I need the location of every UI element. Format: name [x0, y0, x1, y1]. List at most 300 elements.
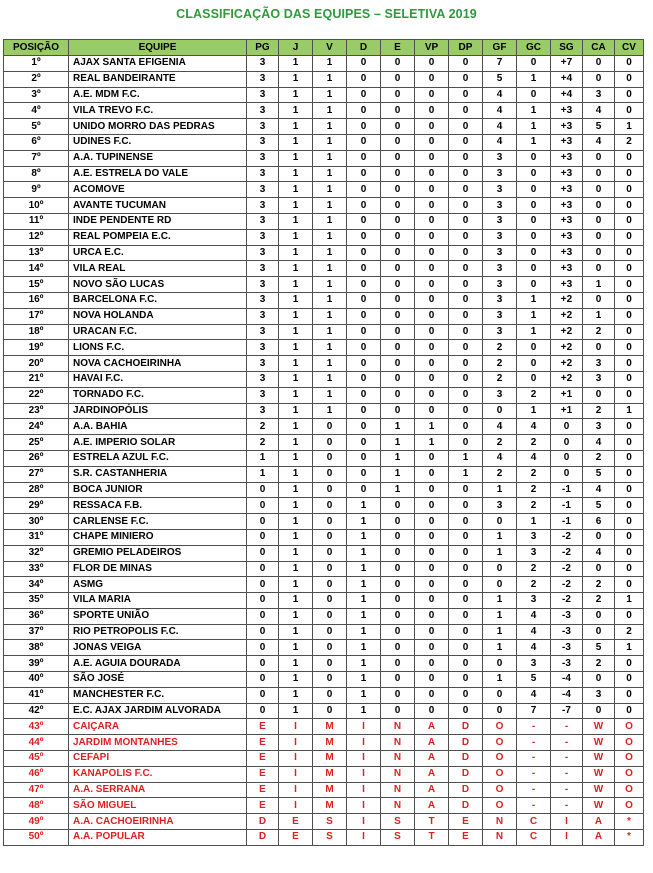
team-name-cell: A.E. AGUIA DOURADA: [69, 656, 247, 672]
ca-cell: 0: [583, 672, 615, 688]
sg-cell: +3: [551, 166, 583, 182]
ca-cell: A: [583, 814, 615, 830]
table-row: [4, 498, 644, 514]
d-cell: 1: [347, 561, 381, 577]
v-cell: 1: [313, 340, 347, 356]
team-name-cell: JARDIM MONTANHES: [69, 735, 247, 751]
vp-cell: 0: [415, 545, 449, 561]
pg-cell: D: [247, 830, 279, 846]
dp-cell: 0: [449, 529, 483, 545]
sg-cell: -: [551, 798, 583, 814]
sg-cell: -4: [551, 687, 583, 703]
sg-cell: -: [551, 751, 583, 767]
table-row: [4, 687, 644, 703]
cv-cell: 0: [615, 545, 644, 561]
gc-cell: 2: [517, 498, 551, 514]
gf-cell: 2: [483, 466, 517, 482]
ca-cell: W: [583, 719, 615, 735]
e-cell: 0: [381, 134, 415, 150]
d-cell: 0: [347, 182, 381, 198]
column-header-ca: CA: [583, 40, 615, 56]
d-cell: 0: [347, 87, 381, 103]
sg-cell: +3: [551, 150, 583, 166]
j-cell: I: [279, 782, 313, 798]
gc-cell: 4: [517, 687, 551, 703]
dp-cell: 0: [449, 340, 483, 356]
gc-cell: 2: [517, 482, 551, 498]
ca-cell: 2: [583, 450, 615, 466]
cv-cell: 0: [615, 340, 644, 356]
team-name-cell: JARDINOPÓLIS: [69, 403, 247, 419]
pg-cell: 3: [247, 119, 279, 135]
team-name-cell: TORNADO F.C.: [69, 387, 247, 403]
gc-cell: 1: [517, 134, 551, 150]
vp-cell: 0: [415, 71, 449, 87]
ca-cell: 2: [583, 577, 615, 593]
team-name-cell: FLOR DE MINAS: [69, 561, 247, 577]
cv-cell: 0: [615, 308, 644, 324]
e-cell: 0: [381, 103, 415, 119]
gf-cell: 0: [483, 403, 517, 419]
j-cell: 1: [279, 687, 313, 703]
ca-cell: 0: [583, 229, 615, 245]
sg-cell: +2: [551, 356, 583, 372]
table-row: [4, 672, 644, 688]
v-cell: 0: [313, 450, 347, 466]
gf-cell: 3: [483, 182, 517, 198]
pg-cell: 3: [247, 56, 279, 72]
j-cell: E: [279, 830, 313, 846]
gf-cell: 2: [483, 340, 517, 356]
j-cell: 1: [279, 245, 313, 261]
dp-cell: 0: [449, 277, 483, 293]
sg-cell: 0: [551, 419, 583, 435]
e-cell: 0: [381, 672, 415, 688]
e-cell: S: [381, 814, 415, 830]
v-cell: 1: [313, 324, 347, 340]
gc-cell: 2: [517, 435, 551, 451]
sg-cell: +4: [551, 87, 583, 103]
v-cell: M: [313, 735, 347, 751]
j-cell: 1: [279, 340, 313, 356]
j-cell: 1: [279, 482, 313, 498]
table-row: [4, 703, 644, 719]
cv-cell: 1: [615, 119, 644, 135]
vp-cell: 0: [415, 593, 449, 609]
pg-cell: 0: [247, 514, 279, 530]
dp-cell: D: [449, 798, 483, 814]
team-name-cell: A.A. CACHOEIRINHA: [69, 814, 247, 830]
v-cell: 1: [313, 229, 347, 245]
j-cell: 1: [279, 640, 313, 656]
e-cell: S: [381, 830, 415, 846]
sg-cell: +3: [551, 277, 583, 293]
ca-cell: 0: [583, 292, 615, 308]
position-cell: 5º: [4, 119, 69, 135]
ca-cell: 0: [583, 166, 615, 182]
d-cell: I: [347, 798, 381, 814]
pg-cell: E: [247, 751, 279, 767]
gf-cell: 3: [483, 387, 517, 403]
pg-cell: E: [247, 766, 279, 782]
v-cell: S: [313, 814, 347, 830]
sg-cell: 0: [551, 466, 583, 482]
ca-cell: W: [583, 766, 615, 782]
j-cell: 1: [279, 56, 313, 72]
j-cell: 1: [279, 419, 313, 435]
vp-cell: 0: [415, 656, 449, 672]
v-cell: 1: [313, 245, 347, 261]
gc-cell: 0: [517, 261, 551, 277]
position-cell: 49º: [4, 814, 69, 830]
gf-cell: 3: [483, 308, 517, 324]
d-cell: 0: [347, 261, 381, 277]
cv-cell: 0: [615, 87, 644, 103]
column-header-posi-o: POSIÇÃO: [4, 40, 69, 56]
e-cell: 0: [381, 292, 415, 308]
pg-cell: 3: [247, 166, 279, 182]
cv-cell: O: [615, 735, 644, 751]
j-cell: 1: [279, 87, 313, 103]
e-cell: 0: [381, 277, 415, 293]
cv-cell: 0: [615, 182, 644, 198]
d-cell: 0: [347, 245, 381, 261]
ca-cell: 0: [583, 198, 615, 214]
e-cell: 0: [381, 182, 415, 198]
position-cell: 41º: [4, 687, 69, 703]
j-cell: 1: [279, 182, 313, 198]
sg-cell: -: [551, 719, 583, 735]
gc-cell: -: [517, 735, 551, 751]
j-cell: 1: [279, 703, 313, 719]
pg-cell: 3: [247, 245, 279, 261]
gf-cell: 3: [483, 150, 517, 166]
ca-cell: 3: [583, 687, 615, 703]
pg-cell: 3: [247, 182, 279, 198]
d-cell: 1: [347, 624, 381, 640]
vp-cell: A: [415, 751, 449, 767]
gc-cell: 7: [517, 703, 551, 719]
position-cell: 44º: [4, 735, 69, 751]
dp-cell: 0: [449, 119, 483, 135]
ca-cell: 4: [583, 103, 615, 119]
e-cell: 0: [381, 593, 415, 609]
j-cell: 1: [279, 292, 313, 308]
gf-cell: 3: [483, 245, 517, 261]
e-cell: 0: [381, 656, 415, 672]
table-row: [4, 466, 644, 482]
j-cell: 1: [279, 324, 313, 340]
sg-cell: +1: [551, 387, 583, 403]
e-cell: 0: [381, 498, 415, 514]
team-name-cell: SÃO JOSÉ: [69, 672, 247, 688]
position-cell: 48º: [4, 798, 69, 814]
v-cell: 0: [313, 577, 347, 593]
dp-cell: 0: [449, 103, 483, 119]
table-row: [4, 419, 644, 435]
pg-cell: E: [247, 782, 279, 798]
d-cell: 0: [347, 419, 381, 435]
j-cell: 1: [279, 593, 313, 609]
cv-cell: 0: [615, 561, 644, 577]
column-header-equipe: EQUIPE: [69, 40, 247, 56]
d-cell: 1: [347, 498, 381, 514]
dp-cell: 1: [449, 466, 483, 482]
gf-cell: 0: [483, 656, 517, 672]
gf-cell: O: [483, 798, 517, 814]
table-row: [4, 450, 644, 466]
v-cell: 0: [313, 561, 347, 577]
table-row: [4, 719, 644, 735]
pg-cell: 1: [247, 450, 279, 466]
d-cell: I: [347, 751, 381, 767]
j-cell: 1: [279, 229, 313, 245]
sg-cell: +3: [551, 213, 583, 229]
dp-cell: 0: [449, 624, 483, 640]
sg-cell: 0: [551, 435, 583, 451]
team-name-cell: A.E. ESTRELA DO VALE: [69, 166, 247, 182]
v-cell: 0: [313, 482, 347, 498]
cv-cell: 0: [615, 229, 644, 245]
j-cell: 1: [279, 277, 313, 293]
ca-cell: 5: [583, 640, 615, 656]
dp-cell: 0: [449, 229, 483, 245]
gc-cell: C: [517, 814, 551, 830]
position-cell: 24º: [4, 419, 69, 435]
table-row: [4, 735, 644, 751]
pg-cell: 0: [247, 624, 279, 640]
v-cell: 0: [313, 419, 347, 435]
pg-cell: 0: [247, 687, 279, 703]
ca-cell: 2: [583, 656, 615, 672]
pg-cell: 0: [247, 656, 279, 672]
team-name-cell: A.A. TUPINENSE: [69, 150, 247, 166]
ca-cell: 0: [583, 182, 615, 198]
d-cell: 0: [347, 134, 381, 150]
position-cell: 12º: [4, 229, 69, 245]
gf-cell: 3: [483, 166, 517, 182]
e-cell: 0: [381, 387, 415, 403]
sg-cell: -2: [551, 577, 583, 593]
dp-cell: 0: [449, 387, 483, 403]
sg-cell: +3: [551, 198, 583, 214]
team-name-cell: RESSACA F.B.: [69, 498, 247, 514]
gf-cell: 0: [483, 687, 517, 703]
sg-cell: -: [551, 766, 583, 782]
team-name-cell: RIO PETROPOLIS F.C.: [69, 624, 247, 640]
column-header-e: E: [381, 40, 415, 56]
d-cell: 1: [347, 545, 381, 561]
vp-cell: 0: [415, 150, 449, 166]
v-cell: 1: [313, 213, 347, 229]
j-cell: 1: [279, 103, 313, 119]
ca-cell: 5: [583, 119, 615, 135]
e-cell: 0: [381, 561, 415, 577]
ca-cell: 0: [583, 71, 615, 87]
j-cell: I: [279, 766, 313, 782]
position-cell: 1º: [4, 56, 69, 72]
position-cell: 31º: [4, 529, 69, 545]
pg-cell: 0: [247, 593, 279, 609]
dp-cell: 0: [449, 577, 483, 593]
position-cell: 43º: [4, 719, 69, 735]
dp-cell: 0: [449, 134, 483, 150]
pg-cell: 0: [247, 545, 279, 561]
dp-cell: 0: [449, 324, 483, 340]
e-cell: 0: [381, 87, 415, 103]
position-cell: 38º: [4, 640, 69, 656]
e-cell: 1: [381, 482, 415, 498]
dp-cell: 0: [449, 672, 483, 688]
e-cell: 0: [381, 703, 415, 719]
j-cell: 1: [279, 356, 313, 372]
ca-cell: A: [583, 830, 615, 846]
sg-cell: +4: [551, 71, 583, 87]
d-cell: 0: [347, 308, 381, 324]
gc-cell: 0: [517, 166, 551, 182]
position-cell: 27º: [4, 466, 69, 482]
cv-cell: 0: [615, 150, 644, 166]
e-cell: 0: [381, 261, 415, 277]
vp-cell: 0: [415, 624, 449, 640]
position-cell: 11º: [4, 213, 69, 229]
cv-cell: *: [615, 830, 644, 846]
cv-cell: O: [615, 719, 644, 735]
ca-cell: 3: [583, 87, 615, 103]
team-name-cell: SÃO MIGUEL: [69, 798, 247, 814]
dp-cell: E: [449, 814, 483, 830]
team-name-cell: AJAX SANTA EFIGENIA: [69, 56, 247, 72]
ca-cell: 4: [583, 545, 615, 561]
team-name-cell: CHAPE MINIERO: [69, 529, 247, 545]
team-name-cell: UDINES F.C.: [69, 134, 247, 150]
dp-cell: D: [449, 782, 483, 798]
column-header-j: J: [279, 40, 313, 56]
j-cell: I: [279, 798, 313, 814]
vp-cell: 0: [415, 166, 449, 182]
table-row: [4, 277, 644, 293]
gf-cell: 7: [483, 56, 517, 72]
table-row: [4, 577, 644, 593]
sg-cell: -: [551, 735, 583, 751]
team-name-cell: CARLENSE F.C.: [69, 514, 247, 530]
vp-cell: 0: [415, 514, 449, 530]
pg-cell: 3: [247, 324, 279, 340]
j-cell: I: [279, 719, 313, 735]
v-cell: 0: [313, 687, 347, 703]
gc-cell: 1: [517, 292, 551, 308]
team-name-cell: A.E. MDM F.C.: [69, 87, 247, 103]
e-cell: N: [381, 798, 415, 814]
j-cell: 1: [279, 561, 313, 577]
vp-cell: A: [415, 798, 449, 814]
table-row: [4, 292, 644, 308]
gf-cell: 0: [483, 561, 517, 577]
pg-cell: 3: [247, 356, 279, 372]
gc-cell: 1: [517, 71, 551, 87]
dp-cell: 0: [449, 419, 483, 435]
ca-cell: 0: [583, 561, 615, 577]
pg-cell: 3: [247, 150, 279, 166]
table-row: [4, 103, 644, 119]
e-cell: 0: [381, 308, 415, 324]
gc-cell: 0: [517, 277, 551, 293]
table-body: [4, 56, 644, 846]
dp-cell: 0: [449, 308, 483, 324]
vp-cell: T: [415, 830, 449, 846]
vp-cell: 0: [415, 292, 449, 308]
e-cell: 0: [381, 608, 415, 624]
column-header-v: V: [313, 40, 347, 56]
d-cell: 0: [347, 403, 381, 419]
sg-cell: 0: [551, 450, 583, 466]
e-cell: 1: [381, 450, 415, 466]
gc-cell: 0: [517, 213, 551, 229]
column-header-sg: SG: [551, 40, 583, 56]
v-cell: 1: [313, 119, 347, 135]
team-name-cell: BOCA JUNIOR: [69, 482, 247, 498]
gf-cell: O: [483, 751, 517, 767]
d-cell: 0: [347, 150, 381, 166]
table-row: [4, 229, 644, 245]
e-cell: N: [381, 766, 415, 782]
table-row: [4, 482, 644, 498]
pg-cell: 3: [247, 229, 279, 245]
table-row: [4, 624, 644, 640]
position-cell: 23º: [4, 403, 69, 419]
dp-cell: 1: [449, 450, 483, 466]
ca-cell: 6: [583, 514, 615, 530]
j-cell: E: [279, 814, 313, 830]
d-cell: 0: [347, 56, 381, 72]
vp-cell: 0: [415, 229, 449, 245]
position-cell: 14º: [4, 261, 69, 277]
vp-cell: 0: [415, 198, 449, 214]
j-cell: 1: [279, 514, 313, 530]
d-cell: 1: [347, 514, 381, 530]
v-cell: 0: [313, 593, 347, 609]
e-cell: 0: [381, 624, 415, 640]
vp-cell: 0: [415, 498, 449, 514]
team-name-cell: URCA E.C.: [69, 245, 247, 261]
e-cell: 0: [381, 119, 415, 135]
cv-cell: 1: [615, 403, 644, 419]
v-cell: M: [313, 751, 347, 767]
gf-cell: 2: [483, 435, 517, 451]
e-cell: 0: [381, 577, 415, 593]
cv-cell: 0: [615, 514, 644, 530]
sg-cell: -1: [551, 514, 583, 530]
d-cell: 1: [347, 703, 381, 719]
gc-cell: 3: [517, 656, 551, 672]
team-name-cell: NOVA CACHOEIRINHA: [69, 356, 247, 372]
position-cell: 10º: [4, 198, 69, 214]
column-header-gf: GF: [483, 40, 517, 56]
position-cell: 26º: [4, 450, 69, 466]
gf-cell: 4: [483, 103, 517, 119]
d-cell: 0: [347, 340, 381, 356]
gf-cell: 4: [483, 119, 517, 135]
v-cell: 1: [313, 277, 347, 293]
pg-cell: 0: [247, 561, 279, 577]
table-row: [4, 340, 644, 356]
gf-cell: O: [483, 782, 517, 798]
j-cell: I: [279, 751, 313, 767]
table-row: [4, 356, 644, 372]
dp-cell: 0: [449, 56, 483, 72]
cv-cell: 0: [615, 371, 644, 387]
pg-cell: 3: [247, 403, 279, 419]
